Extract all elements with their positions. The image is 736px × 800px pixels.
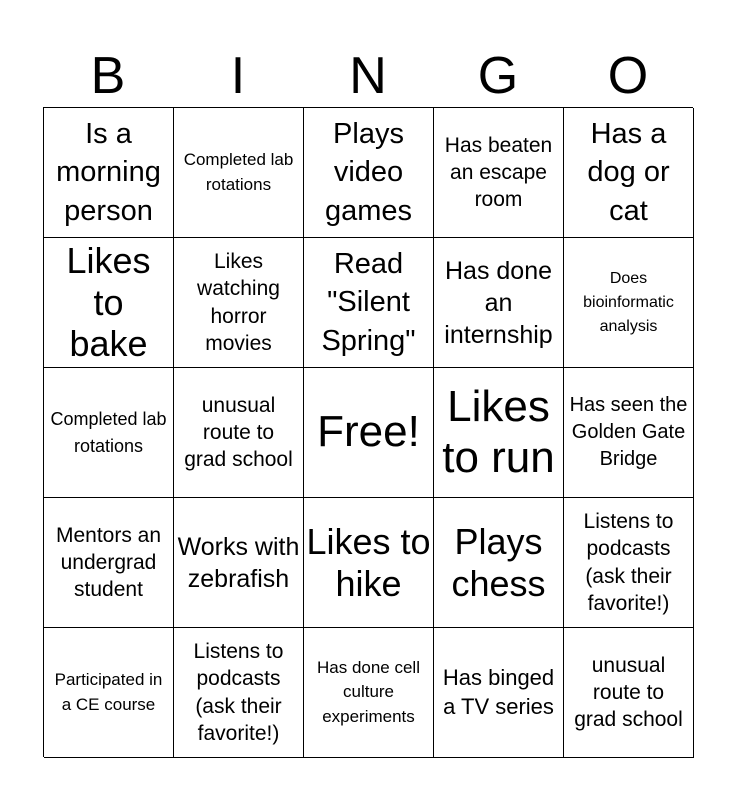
cell-text: Read "Silent Spring" (321, 248, 416, 357)
bingo-cell[interactable] (44, 108, 174, 238)
cell-text: Has seen the Golden Gate Bridge (569, 393, 688, 471)
cell-text: Likes to bake (66, 240, 151, 365)
bingo-cell[interactable] (434, 628, 564, 758)
header-letter-b: B (90, 47, 126, 105)
bingo-cell[interactable] (174, 108, 304, 238)
bingo-header (43, 44, 693, 108)
cell-text: Is a morning person (56, 118, 161, 227)
header-letter-g: G (477, 47, 519, 105)
cell-text: Mentors an undergrad student (55, 523, 162, 602)
cell-text: Free! (317, 407, 420, 457)
bingo-cell[interactable] (304, 238, 434, 368)
cell-text: Participated in a CE course (54, 670, 163, 714)
cell-text: Likes to run (442, 381, 555, 482)
cell-text: Has beaten an escape room (444, 133, 553, 212)
bingo-cell[interactable] (174, 498, 304, 628)
bingo-cell[interactable] (44, 368, 174, 498)
cell-text: Completed lab rotations (183, 150, 294, 194)
header-letter-i: I (230, 47, 246, 105)
cell-text: Has done an internship (444, 256, 553, 349)
cell-text: unusual route to grad school (574, 653, 683, 732)
bingo-cell[interactable] (434, 368, 564, 498)
cell-text: unusual route to grad school (184, 393, 293, 472)
cell-text: Listens to podcasts (ask their favorite!) (583, 509, 674, 615)
bingo-cell[interactable] (174, 368, 304, 498)
cell-text: Has done cell culture experiments (316, 658, 420, 726)
header-letter-n: N (349, 47, 387, 105)
cell-text: Has binged a TV series (442, 665, 555, 719)
cell-text: Likes to hike (306, 521, 431, 604)
bingo-cell[interactable] (564, 368, 694, 498)
bingo-cell[interactable] (304, 368, 434, 498)
bingo-cell[interactable] (174, 238, 304, 368)
cell-text: Plays chess (451, 521, 546, 604)
bingo-cell[interactable] (304, 498, 434, 628)
cell-text: Has a dog or cat (587, 118, 670, 227)
bingo-cell[interactable] (564, 498, 694, 628)
cell-text: Likes watching horror movies (197, 249, 280, 355)
bingo-cell[interactable] (174, 628, 304, 758)
header-letter-o: O (607, 47, 649, 105)
cell-text: Does bioinformatic analysis (583, 269, 674, 335)
bingo-cell[interactable] (564, 108, 694, 238)
bingo-cell[interactable] (434, 108, 564, 238)
bingo-cell[interactable] (434, 238, 564, 368)
bingo-cell[interactable] (44, 238, 174, 368)
bingo-cell[interactable] (304, 628, 434, 758)
bingo-cell[interactable] (564, 238, 694, 368)
cell-text: Listens to podcasts (ask their favorite!) (193, 639, 284, 745)
bingo-cell[interactable] (44, 628, 174, 758)
bingo-cell[interactable] (564, 628, 694, 758)
cell-text: Completed lab rotations (50, 408, 167, 456)
cell-text: Works with zebrafish (177, 532, 300, 593)
cell-text: Plays video games (324, 118, 413, 227)
bingo-cell[interactable] (44, 498, 174, 628)
bingo-cell[interactable] (434, 498, 564, 628)
bingo-cell[interactable] (304, 108, 434, 238)
bingo-board (43, 107, 693, 757)
